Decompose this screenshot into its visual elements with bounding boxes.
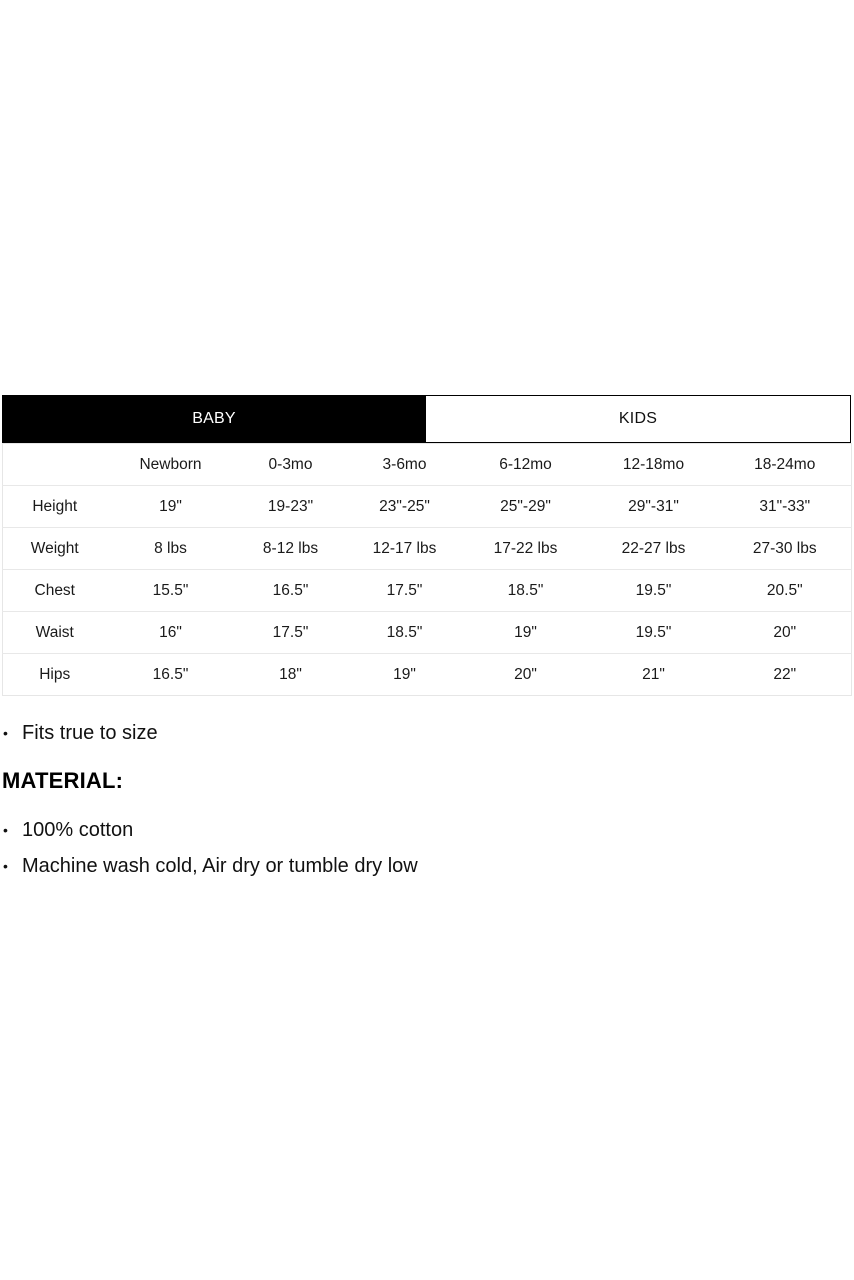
table-cell: 19" [393,665,416,683]
row-label: Height [3,486,107,528]
row-label: Waist [3,612,107,654]
fit-notes-list [0,721,158,757]
table-cell: 17.5" [347,570,463,612]
tab-kids[interactable]: KIDS [426,395,851,443]
table-cell: 16.5" [152,665,189,683]
table-cell: 20" [719,612,852,654]
material-heading: MATERIAL: [2,768,124,793]
table-cell: 25"-29" [463,486,589,528]
row-label: Weight [3,528,107,570]
list-item [0,721,158,745]
size-tab-bar [2,395,851,443]
table-header-cell: 3-6mo [347,444,463,486]
table-cell: 20" [514,665,537,683]
table-cell: 21" [642,665,665,683]
table-cell: 16" [107,612,235,654]
table-cell: 27-30 lbs [719,528,852,570]
table-header-cell [3,444,107,486]
table-cell: 31"-33" [719,486,852,528]
table-header-cell: 12-18mo [589,444,719,486]
table-cell: 8 lbs [107,528,235,570]
table-cell: 19" [107,486,235,528]
table-header-cell: 0-3mo [235,444,347,486]
list-item-text: Machine wash cold, Air dry or tumble dry low [22,855,418,877]
table-cell: 19.5" [589,570,719,612]
table-cell: 23"-25" [347,486,463,528]
table-cell: 16.5" [235,570,347,612]
table-cell: 29"-31" [589,486,719,528]
table-header-row [3,444,852,486]
bullet-icon: • [3,725,8,741]
row-label: Chest [3,570,107,612]
table-header-cell: Newborn [107,444,235,486]
table-row [3,654,852,696]
table-header-cell: 6-12mo [463,444,589,486]
table-cell: 18.5" [463,570,589,612]
table-cell: 22" [773,665,797,683]
table-row [3,486,852,528]
table-header-cell: 18-24mo [719,444,852,486]
list-item-text: Fits true to size [22,722,158,744]
table-cell: 15.5" [107,570,235,612]
table-cell: 19.5" [589,612,719,654]
table-row [3,612,852,654]
tab-baby[interactable]: BABY [2,395,426,443]
material-list [0,818,418,890]
table-row [3,570,852,612]
bullet-icon: • [3,858,8,874]
table-cell: 22-27 lbs [589,528,719,570]
table-cell: 19-23" [235,486,347,528]
table-cell: 12-17 lbs [347,528,463,570]
row-label: Hips [39,665,71,683]
table-cell: 18" [279,665,302,683]
table-cell: 17.5" [235,612,347,654]
size-chart-table [2,443,852,696]
table-cell: 8-12 lbs [235,528,347,570]
table-row [3,528,852,570]
list-item-text: 100% cotton [22,819,134,841]
list-item [0,854,418,878]
list-item [0,818,418,842]
table-cell: 17-22 lbs [463,528,589,570]
table-cell: 18.5" [347,612,463,654]
bullet-icon: • [3,822,8,838]
table-cell: 20.5" [719,570,852,612]
table-cell: 19" [463,612,589,654]
